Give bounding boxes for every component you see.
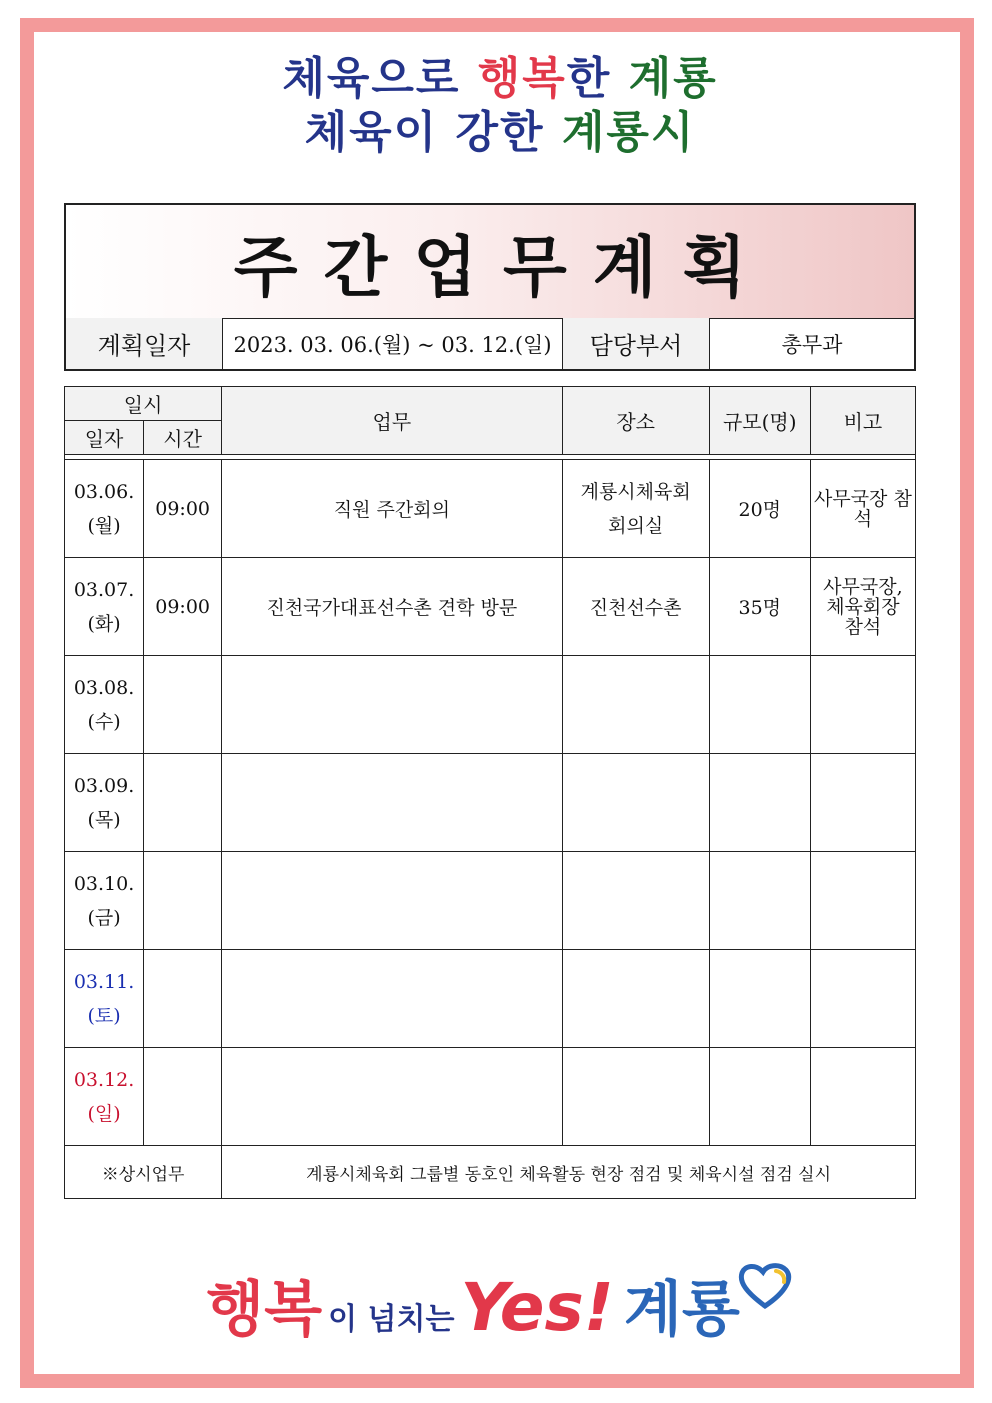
slogan-word: 체육 <box>304 107 394 158</box>
slogan-word: 이 강한 <box>393 107 562 158</box>
date-text: 03.06. <box>73 480 135 503</box>
date-text: 03.07. <box>73 578 135 601</box>
table-row <box>65 754 916 852</box>
plan-date-value: 2023. 03. 06.(월) ~ 03. 12.(일) <box>223 318 563 369</box>
size-cell: 20명 <box>709 460 810 558</box>
time-cell: 09:00 <box>144 460 222 558</box>
standing-task-row <box>65 1146 916 1199</box>
place-cell: 진천선수촌 <box>562 558 709 656</box>
slogan-word: 행복 <box>477 53 567 104</box>
task-cell <box>222 656 562 754</box>
time-cell: 09:00 <box>144 558 222 656</box>
plan-date-label: 계획일자 <box>66 318 223 369</box>
slogan-yes: Yes! <box>460 1269 614 1346</box>
table-row <box>65 460 916 558</box>
place-cell <box>562 1048 709 1146</box>
note-cell: 사무국장 참석 <box>810 460 915 558</box>
table-row <box>65 852 916 950</box>
header-note: 비고 <box>810 387 915 455</box>
header-datetime: 일시 <box>65 387 222 421</box>
title-band <box>66 205 914 319</box>
date-cell-sunday <box>65 1048 144 1146</box>
date-text: 03.08. <box>73 676 135 699</box>
time-cell <box>144 950 222 1048</box>
date-cell <box>65 558 144 656</box>
note-cell <box>810 656 915 754</box>
date-text: 03.09. <box>73 774 135 797</box>
time-cell <box>144 1048 222 1146</box>
task-cell <box>222 1048 562 1146</box>
header-place: 장소 <box>562 387 709 455</box>
task-cell <box>222 852 562 950</box>
table-row <box>65 656 916 754</box>
standing-task-value: 계룡시체육회 그룹별 동호인 체육활동 현장 점검 및 체육시설 점검 실시 <box>222 1146 916 1199</box>
top-slogan-line-1 <box>230 52 770 106</box>
date-text: 03.12. <box>73 1068 135 1091</box>
note-cell <box>810 852 915 950</box>
task-cell <box>222 950 562 1048</box>
date-cell <box>65 656 144 754</box>
weekday-text: (토) <box>87 1004 121 1027</box>
date-cell <box>65 460 144 558</box>
date-text: 03.11. <box>73 970 135 993</box>
note-cell <box>810 754 915 852</box>
table-row <box>65 558 916 656</box>
date-cell <box>65 754 144 852</box>
place-cell <box>562 852 709 950</box>
header-task: 업무 <box>222 387 562 455</box>
table-row <box>65 950 916 1048</box>
size-cell <box>709 1048 810 1146</box>
weekday-text: (일) <box>87 1102 121 1125</box>
task-cell: 직원 주간회의 <box>222 460 562 558</box>
place-cell <box>562 656 709 754</box>
heart-icon <box>736 1262 794 1310</box>
slogan-mid: 이 넘치는 <box>328 1302 455 1337</box>
weekday-text: (금) <box>87 906 121 929</box>
size-cell <box>709 950 810 1048</box>
header-size: 규모(명) <box>709 387 810 455</box>
note-cell <box>810 950 915 1048</box>
department-label: 담당부서 <box>563 318 710 369</box>
top-slogan <box>230 52 770 160</box>
title-box <box>64 203 916 371</box>
date-cell <box>65 852 144 950</box>
table-row <box>65 1048 916 1146</box>
note-cell: 사무국장, 체육회장 참석 <box>810 558 915 656</box>
size-cell <box>709 754 810 852</box>
slogan-city: 계룡 <box>623 1275 740 1345</box>
slogan-word: 계룡 <box>628 53 718 104</box>
weekday-text: (월) <box>87 514 121 537</box>
place-cell: 계룡시체육회 회의실 <box>562 460 709 558</box>
task-cell <box>222 754 562 852</box>
weekday-text: (화) <box>87 612 121 635</box>
slogan-word: 체육으로 <box>282 53 478 104</box>
bottom-slogan <box>190 1255 810 1350</box>
header-date: 일자 <box>65 421 144 455</box>
top-slogan-line-2 <box>230 106 770 160</box>
weekday-text: (수) <box>87 710 121 733</box>
plan-info-row <box>66 318 914 369</box>
time-cell <box>144 852 222 950</box>
slogan-word: 계룡시 <box>561 107 696 158</box>
size-cell: 35명 <box>709 558 810 656</box>
date-text: 03.10. <box>73 872 135 895</box>
header-time: 시간 <box>144 421 222 455</box>
slogan-happy: 행복 <box>206 1275 323 1345</box>
slogan-word: 한 <box>566 53 629 104</box>
department-value: 총무과 <box>781 332 843 357</box>
task-cell: 진천국가대표선수촌 견학 방문 <box>222 558 562 656</box>
date-cell-saturday <box>65 950 144 1048</box>
standing-task-label: ※상시업무 <box>65 1146 222 1199</box>
note-cell <box>810 1048 915 1146</box>
size-cell <box>709 656 810 754</box>
time-cell <box>144 754 222 852</box>
weekly-plan-table <box>64 386 916 1199</box>
place-cell <box>562 950 709 1048</box>
time-cell <box>144 656 222 754</box>
weekday-text: (목) <box>87 808 121 831</box>
place-cell <box>562 754 709 852</box>
page-title: 주간업무계획 <box>233 229 773 306</box>
size-cell <box>709 852 810 950</box>
